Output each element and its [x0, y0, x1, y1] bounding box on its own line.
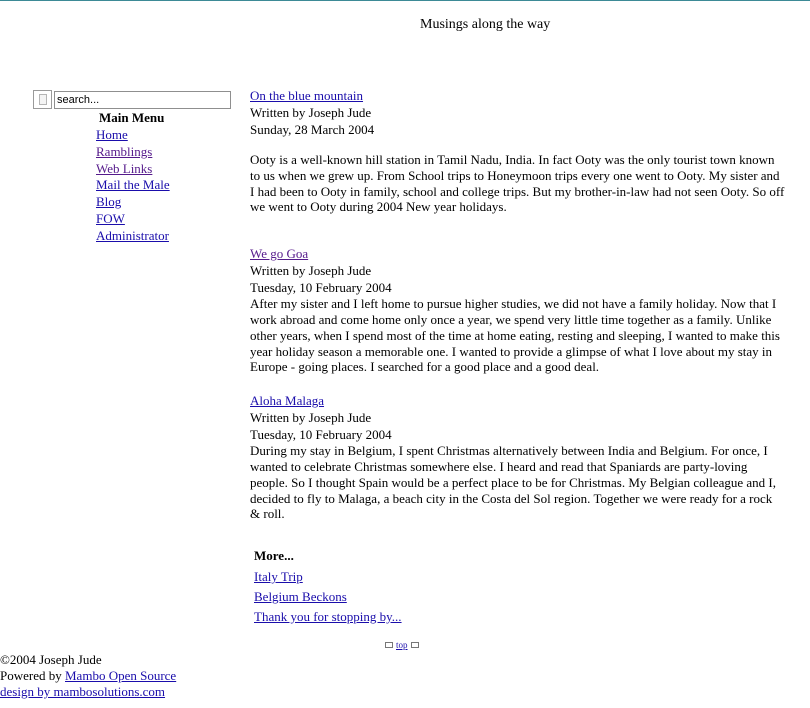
menu-item-blog	[96, 194, 170, 211]
search-icon	[33, 90, 52, 109]
menu-item-home	[96, 127, 170, 144]
mambo-link[interactable]: Mambo Open Source	[65, 668, 177, 683]
article-title-link[interactable]: On the blue mountain	[250, 88, 364, 103]
article	[250, 392, 785, 522]
menu-link-fow[interactable]: FOW	[96, 210, 125, 226]
more-heading: More...	[254, 548, 294, 563]
more-item	[254, 587, 402, 607]
more-link-belgium-beckons[interactable]: Belgium Beckons	[254, 589, 347, 604]
search-box	[33, 90, 231, 110]
footer-copyright: ©2004 Joseph Jude	[0, 652, 102, 667]
more-item	[254, 567, 402, 587]
footer-powered-prefix: Powered by	[0, 668, 65, 683]
article-title-link[interactable]: We go Goa	[250, 246, 309, 262]
main-content	[250, 87, 785, 522]
article-author: Written by Joseph Jude	[250, 263, 372, 279]
article-date: Tuesday, 10 February 2004	[250, 280, 392, 296]
article-date: Tuesday, 10 February 2004	[250, 427, 392, 443]
more-list	[254, 567, 402, 627]
more-item	[254, 607, 402, 627]
menu-link-blog[interactable]: Blog	[96, 194, 122, 210]
more-link-thank-you[interactable]: Thank you for stopping by...	[254, 609, 402, 624]
footer-design	[0, 684, 176, 700]
back-to-top	[385, 640, 419, 650]
up-arrow-icon	[385, 642, 393, 648]
article-author: Written by Joseph Jude	[250, 105, 372, 120]
site-title: Musings along the way	[420, 17, 551, 32]
more-link-italy-trip[interactable]: Italy Trip	[254, 569, 303, 584]
menu-item-fow	[96, 211, 170, 228]
menu-item-web-links	[96, 161, 170, 178]
main-menu	[96, 127, 170, 245]
footer	[0, 652, 176, 700]
article-author: Written by Joseph Jude	[250, 410, 372, 426]
article-body: Ooty is a well-known hill station in Tamil Nadu, India. In fact Ooty was the only tourist town known to us when we grew up. From School trips to Honeymoon trips every one went to Ooty. My sister and I had been to Ooty in family, school and college trips. But my brother-in-law had not seen Ooty. So off we went to Ooty during 2004 New year holidays.	[250, 152, 785, 215]
menu-link-home[interactable]: Home	[96, 127, 128, 142]
main-menu-title: Main Menu	[99, 110, 165, 125]
article	[250, 87, 785, 215]
design-credit-link[interactable]: design by mambosolutions.com	[0, 684, 166, 699]
menu-link-web-links[interactable]: Web Links	[96, 160, 153, 176]
menu-item-mail-the-male	[96, 177, 170, 194]
article-date: Sunday, 28 March 2004	[250, 122, 375, 137]
top-link[interactable]: top	[396, 640, 408, 650]
article-title-link[interactable]: Aloha Malaga	[250, 393, 325, 409]
menu-link-ramblings[interactable]: Ramblings	[96, 143, 153, 159]
up-arrow-icon	[411, 642, 419, 648]
menu-item-ramblings	[96, 144, 170, 161]
menu-link-mail-the-male[interactable]: Mail the Male	[96, 177, 170, 193]
article	[250, 245, 785, 375]
article-body: After my sister and I left home to pursue higher studies, we did not have a family holiday. Now that I work abroad and come home only once a year, we spend very little time together as a family. Unlike other years, when I spend most of the time at home eating, resting and sleeping, I wanted to make this year holiday season a memorable one. I wanted to provide a glimpse of what I love about my stay in Europe - going places. I searched for a good place and a good deal.	[250, 296, 780, 375]
more-section	[254, 547, 402, 627]
menu-item-administrator	[96, 228, 170, 245]
footer-powered	[0, 668, 176, 684]
article-body: During my stay in Belgium, I spent Christmas alternatively between India and Belgium. For once, I wanted to celebrate Christmas somewhere else. I heard and read that Spaniards are party-loving people. So I thought Spain would be a perfect place to be for Christmas. My Belgian colleague and I, decided to fly to Malaga, a beach city in the Costa del Sol region. Together we were ready for a rock & roll.	[250, 443, 776, 522]
menu-link-administrator[interactable]: Administrator	[96, 227, 169, 243]
search-input[interactable]	[54, 91, 231, 109]
